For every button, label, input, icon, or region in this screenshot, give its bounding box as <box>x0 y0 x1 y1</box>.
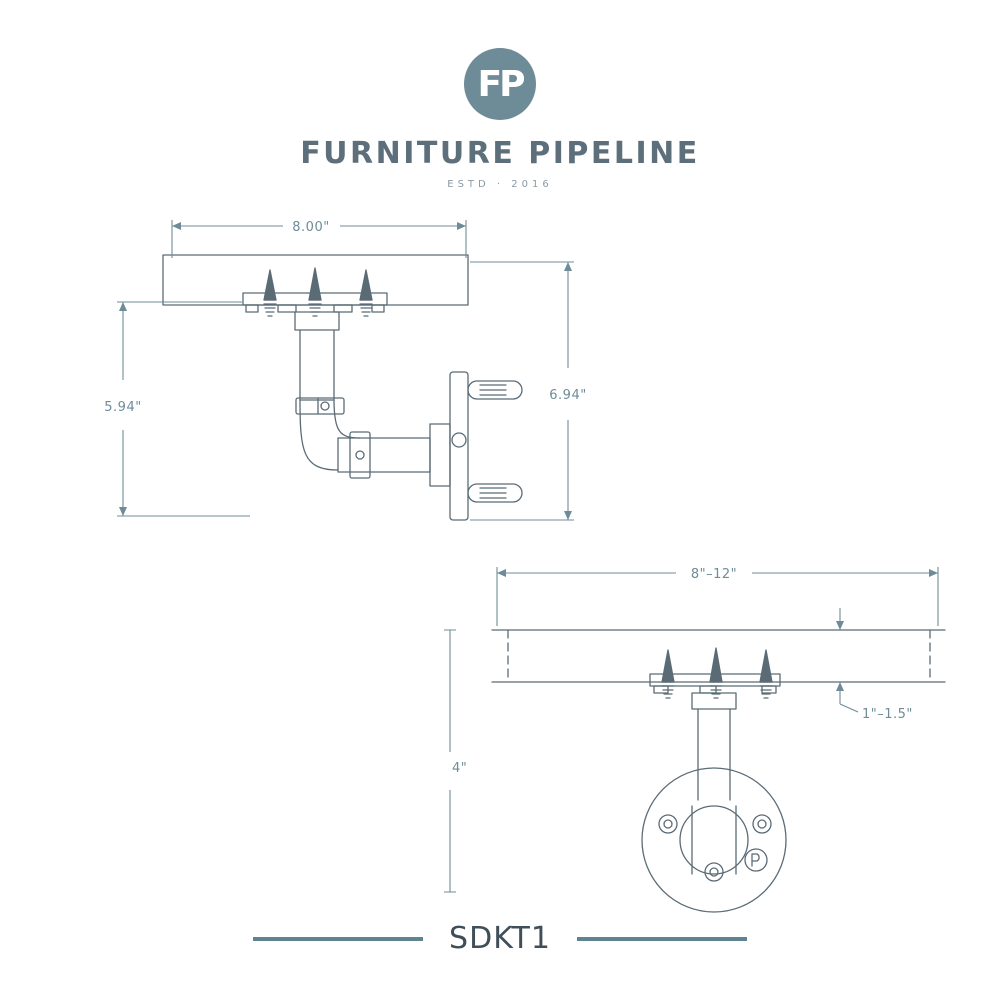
front-base-hub <box>680 806 748 874</box>
side-flange-tab-right <box>372 305 384 312</box>
side-wallplate-neck <box>430 424 450 486</box>
front-screw-center <box>710 648 722 698</box>
side-pipe-vertical <box>300 330 334 400</box>
dim-label-front-drop: 4" <box>452 761 468 776</box>
dim-front-board-thickness <box>836 608 858 712</box>
dim-label-side-height-overall: 6.94" <box>549 388 587 403</box>
side-flange-tab-left <box>246 305 258 312</box>
dim-label-side-height-bracket: 5.94" <box>104 400 142 415</box>
side-flange-tab-mid-left <box>278 305 296 312</box>
side-flange-tab-mid-right <box>334 305 352 312</box>
front-base-hole-left <box>659 815 677 833</box>
side-pipe-fitting <box>350 432 370 478</box>
dim-label-side-width: 8.00" <box>292 220 330 235</box>
side-elbow-bolt <box>321 402 329 410</box>
front-pipe-vertical <box>698 709 730 800</box>
side-pipe-horizontal <box>338 438 430 472</box>
footer-rule-right <box>577 937 747 941</box>
footer-rule-left <box>253 937 423 941</box>
side-lag-bolt-top <box>468 381 522 399</box>
side-view-group <box>163 255 522 520</box>
front-view-group <box>492 630 945 912</box>
side-elbow-outer <box>300 400 338 470</box>
front-hub-sides <box>692 806 736 874</box>
front-base-logo-medallion <box>745 849 767 871</box>
side-screw-center <box>309 268 321 316</box>
footer <box>0 921 1000 956</box>
side-pipe-collar <box>295 312 339 330</box>
front-base-hole-bottom <box>705 863 723 881</box>
logo-glyph: FP <box>477 63 523 105</box>
front-base-hole-right <box>753 815 771 833</box>
dim-label-front-board-thickness: 1"–1.5" <box>862 707 913 722</box>
brand-name: FURNITURE PIPELINE <box>300 136 700 171</box>
side-screw-right <box>360 270 372 316</box>
side-pipe-fitting-bolt <box>356 451 364 459</box>
dim-label-front-board-width: 8"–12" <box>690 567 738 582</box>
side-screw-left <box>264 270 276 316</box>
side-wall-plate-hole <box>452 433 466 447</box>
brand-established: ESTD · 2016 <box>447 179 553 190</box>
product-code: SDKT1 <box>449 921 551 956</box>
front-base-flange <box>642 768 786 912</box>
side-wall-plate <box>450 372 468 520</box>
side-lag-bolt-bottom <box>468 484 522 502</box>
front-pipe-collar <box>692 693 736 709</box>
